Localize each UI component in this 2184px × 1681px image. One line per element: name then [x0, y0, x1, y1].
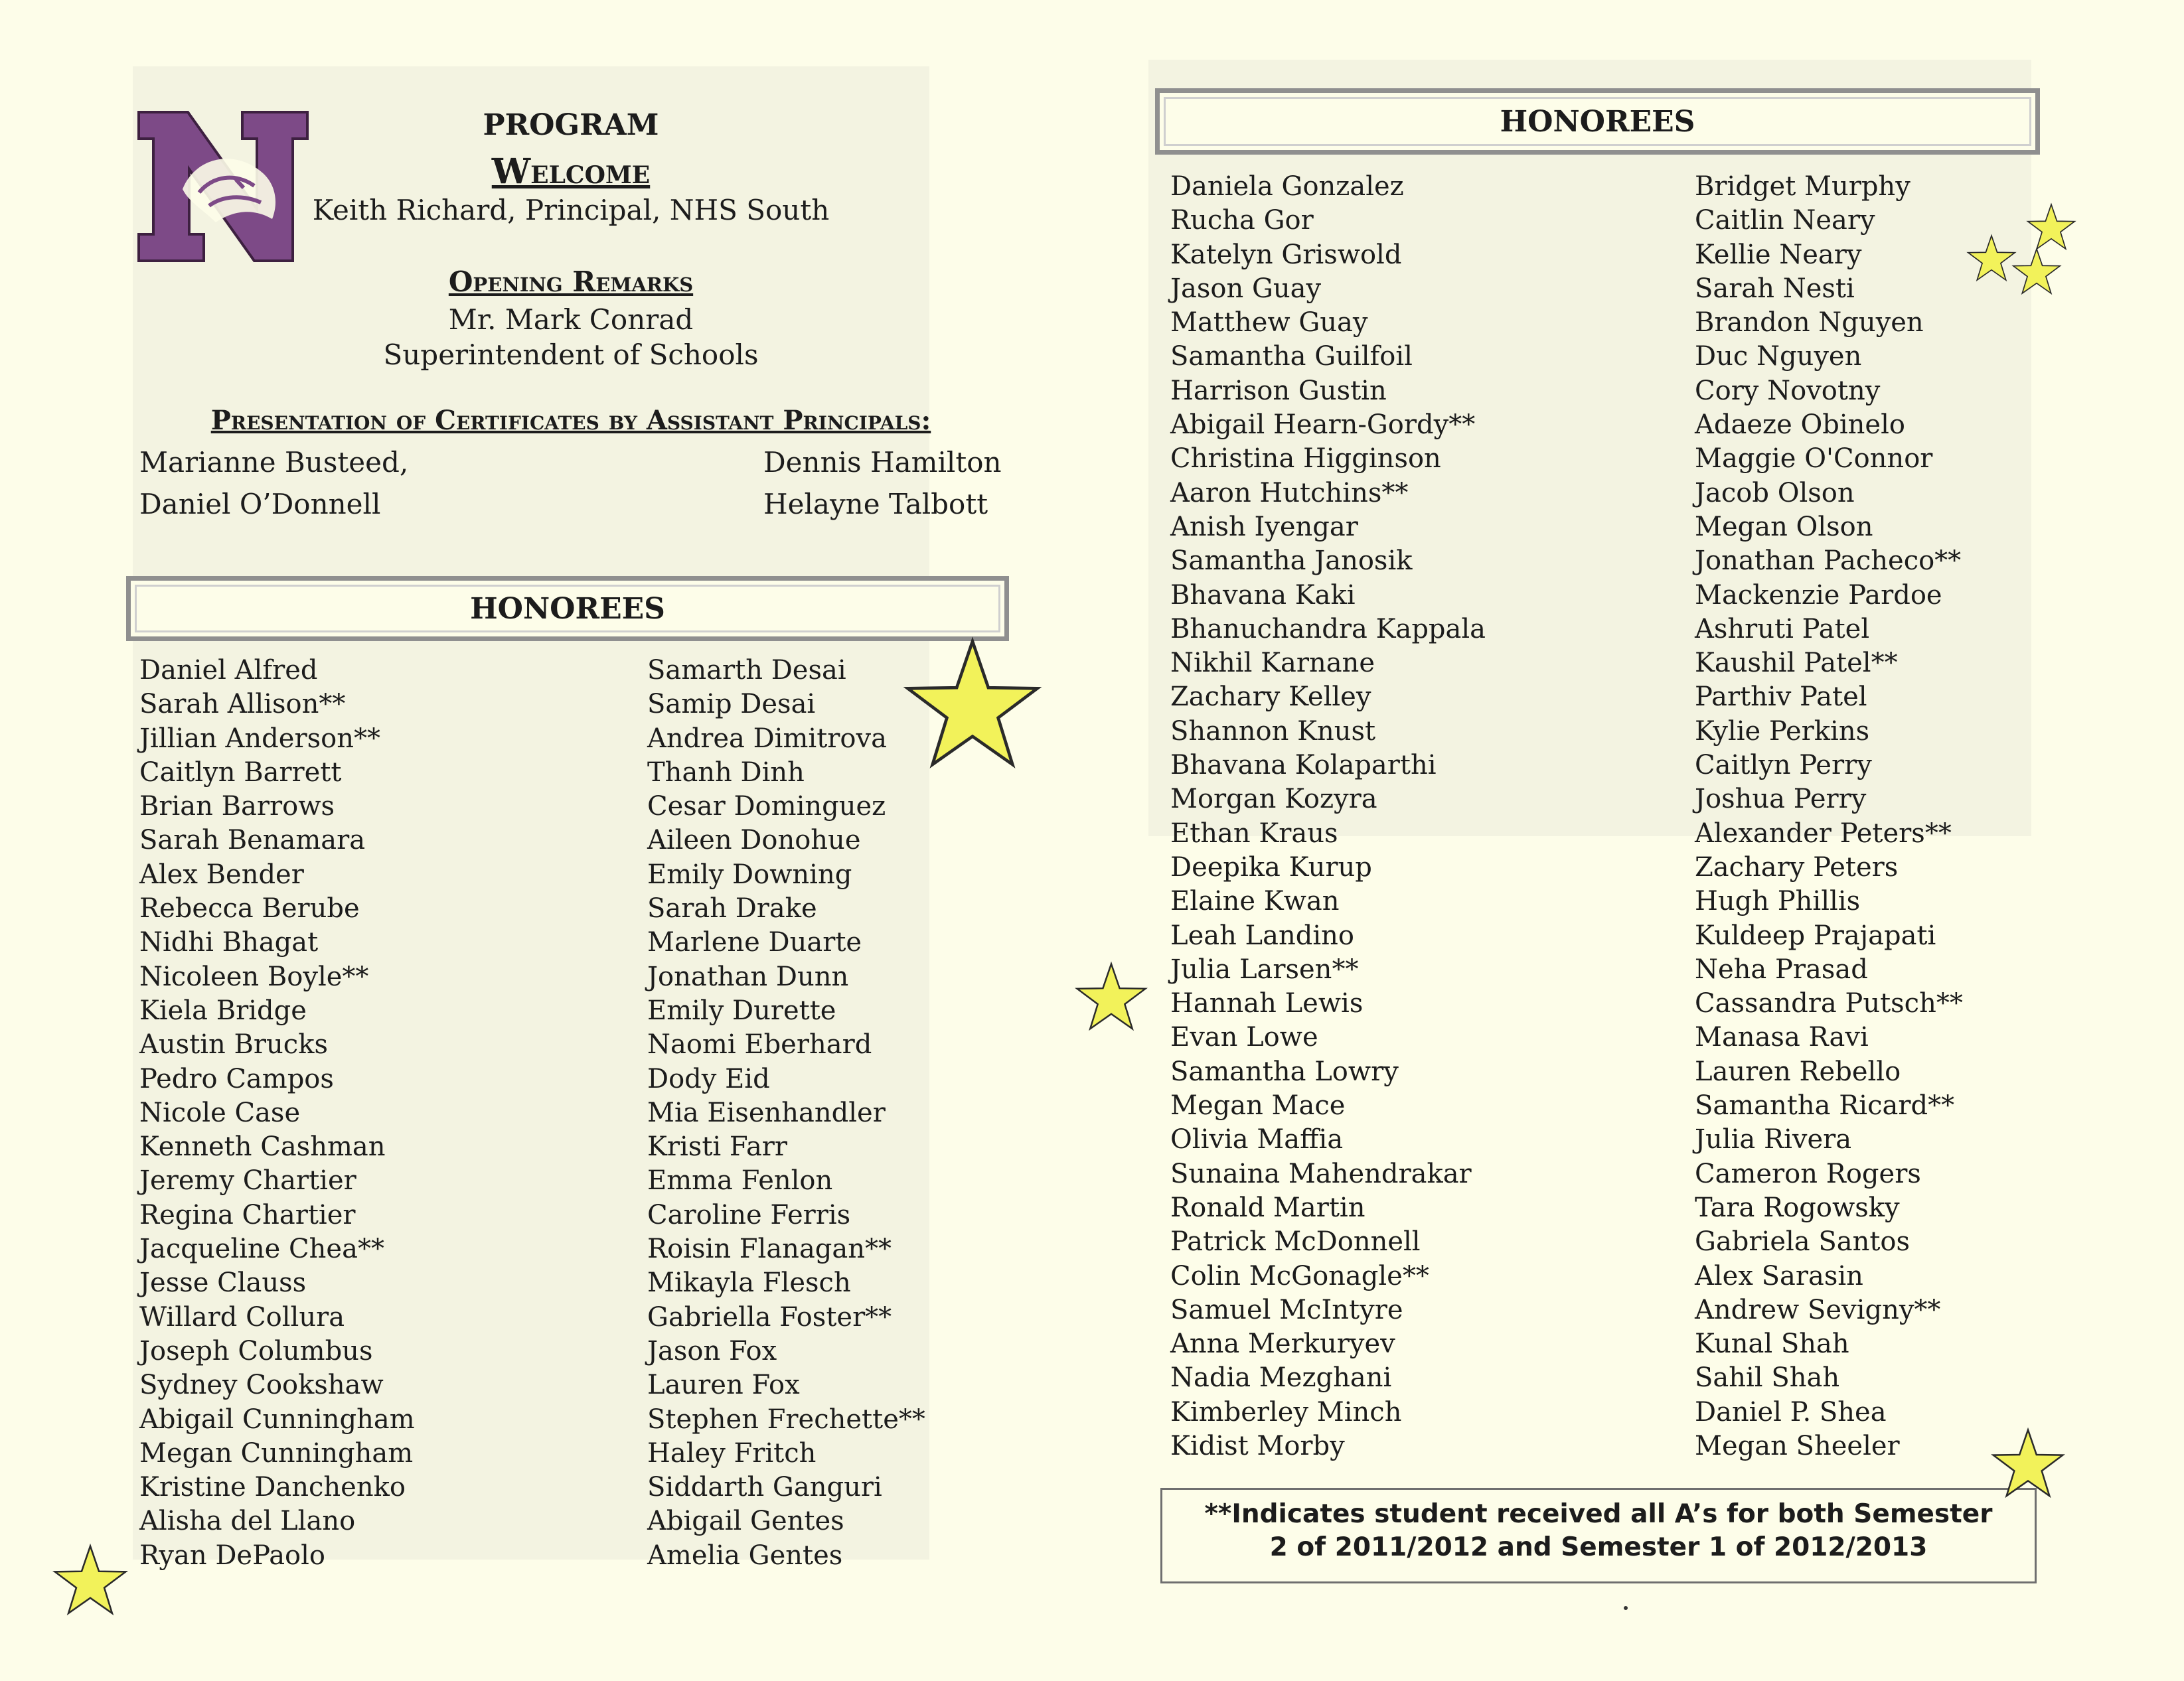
honoree-name: Brandon Nguyen — [1695, 307, 1924, 338]
honoree-name: Matthew Guay — [1170, 307, 1368, 338]
honoree-name: Nicole Case — [139, 1097, 301, 1128]
assistant-principal: Marianne Busteed, — [139, 446, 409, 478]
honoree-name: Kuldeep Prajapati — [1695, 920, 1936, 951]
honoree-name: Kimberley Minch — [1170, 1396, 1402, 1427]
star-icon — [899, 636, 1046, 772]
honoree-name: Gabriella Foster** — [647, 1301, 892, 1333]
honoree-name: Hugh Phillis — [1695, 886, 1861, 917]
program-title: PROGRAM — [483, 108, 659, 142]
honoree-name: Kellie Neary — [1695, 239, 1862, 270]
opening-remarks-title: Opening Remarks — [448, 265, 694, 298]
honoree-name: Shannon Knust — [1170, 715, 1376, 747]
honoree-name: Stephen Frechette** — [647, 1404, 925, 1435]
honoree-name: Naomi Eberhard — [647, 1029, 872, 1060]
honoree-name: Daniel Alfred — [139, 655, 318, 686]
honoree-name: Morgan Kozyra — [1170, 784, 1377, 815]
honoree-name: Ashruti Patel — [1695, 613, 1870, 644]
honoree-name: Daniela Gonzalez — [1170, 171, 1404, 202]
honoree-name: Ethan Kraus — [1170, 818, 1338, 849]
honoree-name: Samarth Desai — [647, 655, 846, 686]
honoree-name: Abigail Gentes — [647, 1506, 844, 1537]
honoree-name: Samantha Ricard** — [1695, 1090, 1955, 1122]
assistant-principal: Daniel O’Donnell — [139, 488, 381, 520]
honoree-name: Anish Iyengar — [1170, 511, 1358, 542]
honoree-name: Parthiv Patel — [1695, 682, 1867, 713]
honoree-name: Emily Downing — [647, 859, 852, 890]
honoree-name: Samantha Janosik — [1170, 546, 1413, 577]
honoree-name: Jonathan Pacheco** — [1695, 546, 1962, 577]
honoree-name: Katelyn Griswold — [1170, 239, 1402, 270]
honoree-name: Dody Eid — [647, 1063, 770, 1094]
star-icon — [1072, 961, 1150, 1033]
honoree-name: Hannah Lewis — [1170, 988, 1364, 1019]
honoree-name: Alex Bender — [139, 859, 304, 890]
honoree-name: Caitlyn Barrett — [139, 757, 342, 788]
honoree-name: Haley Fritch — [647, 1437, 817, 1469]
honoree-name: Emma Fenlon — [647, 1165, 833, 1197]
honoree-name: Abigail Hearn-Gordy** — [1170, 409, 1476, 441]
honoree-name: Jesse Clauss — [139, 1268, 307, 1299]
welcome-speaker: Keith Richard, Principal, NHS South — [312, 194, 830, 226]
honoree-name: Abigail Cunningham — [139, 1404, 415, 1435]
assistant-principal: Helayne Talbott — [763, 488, 988, 520]
honoree-name: Kaushil Patel** — [1695, 648, 1898, 679]
honoree-name: Rebecca Berube — [139, 893, 360, 924]
honoree-name: Evan Lowe — [1170, 1022, 1318, 1053]
honoree-name: Megan Olson — [1695, 511, 1873, 542]
honoree-name: Cameron Rogers — [1695, 1158, 1921, 1189]
honoree-name: Megan Mace — [1170, 1090, 1346, 1122]
opening-speaker-role: Superintendent of Schools — [383, 338, 759, 371]
honoree-name: Mikayla Flesch — [647, 1268, 851, 1299]
presentation-title: Presentation of Certificates by Assistant Principals: — [210, 405, 931, 436]
honoree-name: Emily Durette — [647, 995, 836, 1026]
welcome-title: Welcome — [491, 151, 651, 192]
honoree-name: Patrick McDonnell — [1170, 1226, 1421, 1258]
honoree-name: Siddarth Ganguri — [647, 1472, 882, 1503]
honoree-name: Kristi Farr — [647, 1132, 788, 1163]
star-icon — [2010, 247, 2063, 296]
honoree-name: Bridget Murphy — [1695, 171, 1911, 202]
honoree-name: Caroline Ferris — [647, 1199, 851, 1230]
speck — [1624, 1606, 1628, 1610]
honoree-name: Sydney Cookshaw — [139, 1370, 384, 1401]
honoree-name: Alisha del Llano — [139, 1506, 356, 1537]
honoree-name: Bhavana Kolaparthi — [1170, 750, 1437, 781]
honoree-name: Cesar Dominguez — [647, 791, 886, 822]
honoree-name: Samip Desai — [647, 689, 816, 720]
honoree-name: Caitlin Neary — [1695, 205, 1875, 236]
honoree-name: Amelia Gentes — [647, 1540, 843, 1571]
honoree-name: Ryan DePaolo — [139, 1540, 325, 1571]
honoree-name: Sarah Drake — [647, 893, 817, 924]
honoree-name: Alexander Peters** — [1695, 818, 1952, 849]
honoree-name: Nidhi Bhagat — [139, 927, 319, 958]
honoree-name: Alex Sarasin — [1695, 1260, 1863, 1291]
honoree-name: Thanh Dinh — [647, 757, 805, 788]
honoree-name: Austin Brucks — [139, 1029, 328, 1060]
honorees-heading-right: HONOREES — [1155, 88, 2040, 155]
honoree-name: Leah Landino — [1170, 920, 1354, 951]
honoree-name: Kenneth Cashman — [139, 1132, 386, 1163]
school-logo — [136, 110, 310, 263]
honoree-name: Caitlyn Perry — [1695, 750, 1872, 781]
assistant-principal: Dennis Hamilton — [763, 446, 1002, 478]
honoree-name: Andrea Dimitrova — [647, 723, 887, 754]
honoree-name: Samantha Lowry — [1170, 1056, 1399, 1087]
honoree-name: Christina Higginson — [1170, 443, 1441, 475]
honoree-name: Jacqueline Chea** — [139, 1234, 384, 1265]
honorees-column-2 — [647, 654, 925, 1573]
honoree-name: Zachary Peters — [1695, 851, 1899, 883]
opening-speaker: Mr. Mark Conrad — [448, 303, 694, 336]
honoree-name: Kristine Danchenko — [139, 1472, 406, 1503]
honoree-name: Jason Fox — [647, 1335, 777, 1366]
honoree-name: Kidist Morby — [1170, 1430, 1345, 1461]
honoree-name: Aaron Hutchins** — [1170, 477, 1409, 508]
honoree-name: Aileen Donohue — [647, 825, 861, 856]
honoree-name: Ronald Martin — [1170, 1192, 1365, 1223]
honoree-name: Anna Merkuryev — [1170, 1329, 1395, 1360]
honorees-column-3 — [1170, 170, 1486, 1463]
honoree-name: Sarah Benamara — [139, 825, 366, 856]
honoree-name: Bhanuchandra Kappala — [1170, 613, 1486, 644]
star-icon — [2025, 202, 2078, 252]
honoree-name: Lauren Fox — [647, 1370, 800, 1401]
honoree-name: Tara Rogowsky — [1695, 1192, 1900, 1223]
honorees-column-1 — [139, 654, 415, 1573]
honoree-name: Bhavana Kaki — [1170, 579, 1356, 611]
footnote-box — [1160, 1488, 2037, 1583]
honoree-name: Maggie O'Connor — [1695, 443, 1933, 475]
star-icon — [50, 1543, 131, 1617]
honoree-name: Samuel McIntyre — [1170, 1294, 1403, 1325]
honoree-name: Daniel P. Shea — [1695, 1396, 1887, 1427]
honoree-name: Joseph Columbus — [139, 1335, 373, 1366]
honoree-name: Megan Sheeler — [1695, 1430, 1900, 1461]
honoree-name: Nikhil Karnane — [1170, 648, 1375, 679]
honoree-name: Kiela Bridge — [139, 995, 307, 1026]
honoree-name: Jonathan Dunn — [647, 961, 849, 992]
honoree-name: Marlene Duarte — [647, 927, 862, 958]
honorees-heading-left: HONOREES — [126, 576, 1009, 641]
honoree-name: Jacob Olson — [1695, 477, 1855, 508]
honoree-name: Cassandra Putsch** — [1695, 988, 1963, 1019]
honoree-name: Olivia Maffia — [1170, 1124, 1344, 1155]
honoree-name: Deepika Kurup — [1170, 851, 1372, 883]
honoree-name: Neha Prasad — [1695, 954, 1868, 985]
honoree-name: Megan Cunningham — [139, 1437, 414, 1469]
honoree-name: Kylie Perkins — [1695, 715, 1870, 747]
honoree-name: Pedro Campos — [139, 1063, 334, 1094]
honoree-name: Jason Guay — [1170, 273, 1322, 304]
honoree-name: Julia Larsen** — [1170, 954, 1359, 985]
honoree-name: Gabriela Santos — [1695, 1226, 1911, 1258]
honoree-name: Samantha Guilfoil — [1170, 341, 1413, 372]
honoree-name: Sahil Shah — [1695, 1362, 1840, 1394]
honoree-name: Jeremy Chartier — [139, 1165, 356, 1197]
honorees-column-4 — [1695, 170, 1963, 1463]
honoree-name: Andrew Sevigny** — [1695, 1294, 1941, 1325]
honoree-name: Julia Rivera — [1695, 1124, 1852, 1155]
honoree-name: Sarah Allison** — [139, 689, 346, 720]
footnote-text: **Indicates student received all A’s for both Semester 2 of 2011/2012 and Semester 1 of 2012/2013 — [1204, 1499, 1993, 1562]
honoree-name: Sarah Nesti — [1695, 273, 1855, 304]
honoree-name: Brian Barrows — [139, 791, 335, 822]
honoree-name: Elaine Kwan — [1170, 886, 1340, 917]
honoree-name: Colin McGonagle** — [1170, 1260, 1429, 1291]
honoree-name: Adaeze Obinelo — [1695, 409, 1905, 441]
honoree-name: Roisin Flanagan** — [647, 1234, 892, 1265]
honoree-name: Cory Novotny — [1695, 375, 1881, 406]
honoree-name: Joshua Perry — [1695, 784, 1867, 815]
honoree-name: Duc Nguyen — [1695, 341, 1862, 372]
honoree-name: Regina Chartier — [139, 1199, 356, 1230]
honoree-name: Mia Eisenhandler — [647, 1097, 886, 1128]
honoree-name: Willard Collura — [139, 1301, 345, 1333]
honoree-name: Mackenzie Pardoe — [1695, 579, 1942, 611]
honoree-name: Lauren Rebello — [1695, 1056, 1901, 1087]
honoree-name: Nicoleen Boyle** — [139, 961, 369, 992]
honoree-name: Jillian Anderson** — [139, 723, 380, 754]
honoree-name: Sunaina Mahendrakar — [1170, 1158, 1472, 1189]
honoree-name: Zachary Kelley — [1170, 682, 1371, 713]
honoree-name: Rucha Gor — [1170, 205, 1314, 236]
honoree-name: Harrison Gustin — [1170, 375, 1387, 406]
honoree-name: Manasa Ravi — [1695, 1022, 1869, 1053]
honoree-name: Kunal Shah — [1695, 1329, 1849, 1360]
honoree-name: Nadia Mezghani — [1170, 1362, 1392, 1394]
star-icon — [1988, 1427, 2068, 1500]
